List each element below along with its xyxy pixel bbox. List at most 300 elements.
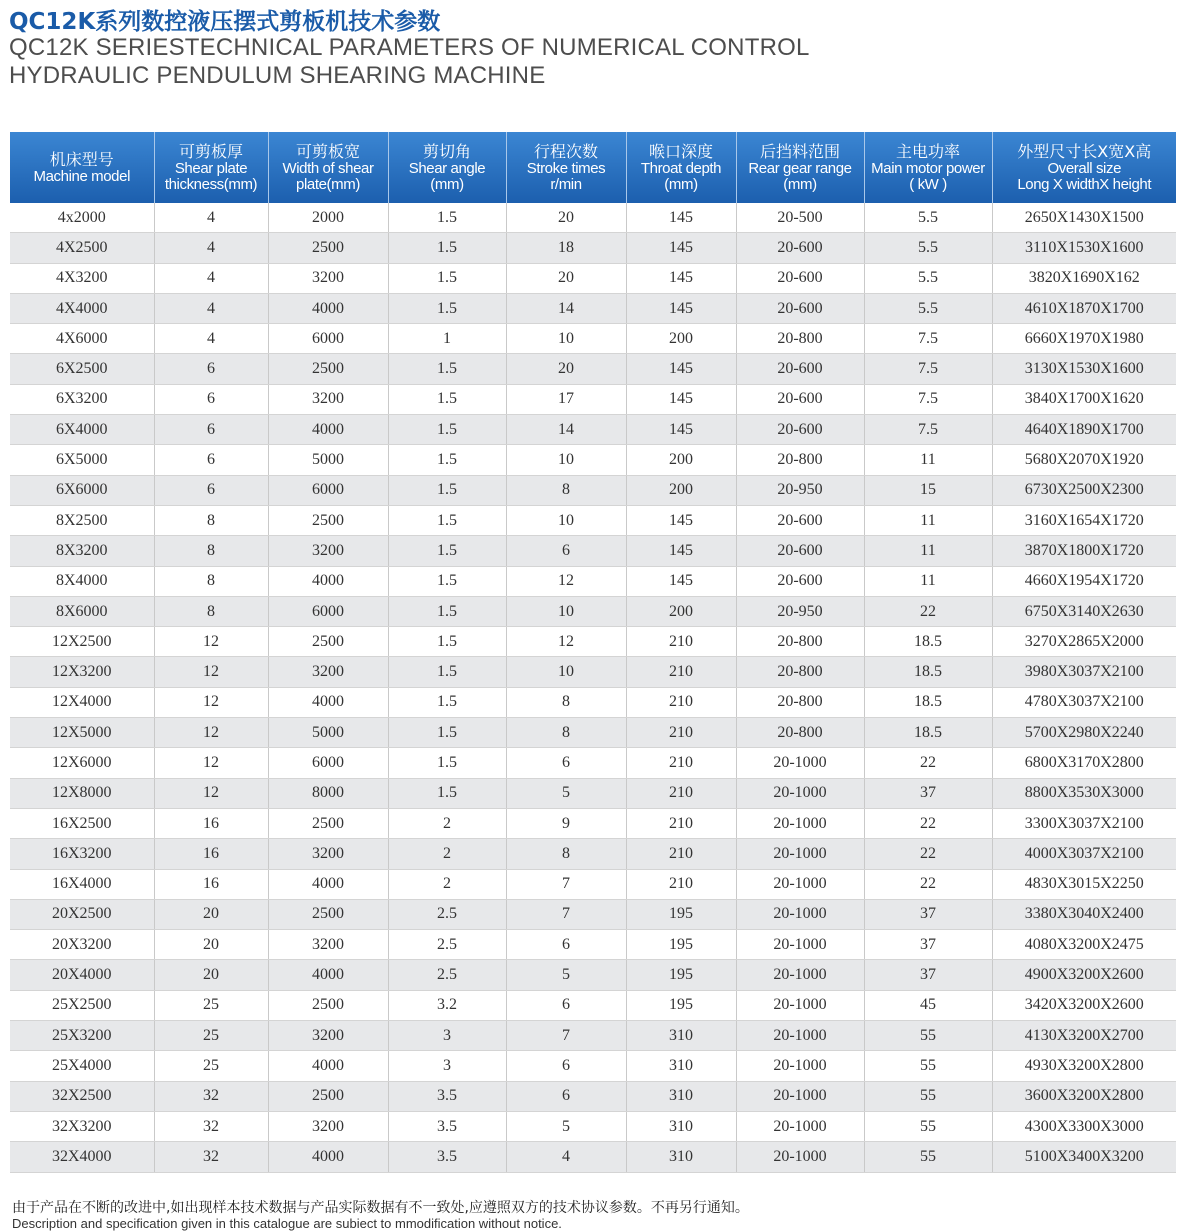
table-cell: 32X4000 [10, 1142, 154, 1172]
footer-note-en: Description and specification given in this catalogue are subiect to mmodification without notice. [12, 1216, 562, 1231]
table-cell: 25 [154, 990, 268, 1020]
table-cell: 32 [154, 1081, 268, 1111]
table-cell: 1.5 [388, 415, 506, 445]
table-row [10, 839, 1176, 869]
table-cell: 145 [626, 203, 736, 233]
table-cell: 3130X1530X1600 [992, 354, 1176, 384]
table-cell: 20-1000 [736, 808, 864, 838]
table-cell: 5.5 [864, 233, 992, 263]
table-cell: 5680X2070X1920 [992, 445, 1176, 475]
table-cell: 17 [506, 384, 626, 414]
table-cell: 310 [626, 1111, 736, 1141]
table-cell: 3820X1690X162 [992, 263, 1176, 293]
table-row [10, 960, 1176, 990]
table-cell: 200 [626, 475, 736, 505]
table-cell: 6000 [268, 324, 388, 354]
table-cell: 210 [626, 778, 736, 808]
table-cell: 4 [154, 324, 268, 354]
table-cell: 4 [154, 263, 268, 293]
table-cell: 20-600 [736, 415, 864, 445]
column-header-en: Shear angle [408, 160, 486, 177]
table-cell: 6000 [268, 596, 388, 626]
table-cell: 5 [506, 960, 626, 990]
table-cell: 3.5 [388, 1111, 506, 1141]
table-cell: 20 [506, 354, 626, 384]
table-cell: 145 [626, 505, 736, 535]
table-cell: 11 [864, 445, 992, 475]
table-row [10, 778, 1176, 808]
table-cell: 6 [506, 1081, 626, 1111]
table-cell: 2500 [268, 1081, 388, 1111]
table-cell: 4 [154, 203, 268, 233]
table-cell: 8 [506, 839, 626, 869]
table-cell: 6730X2500X2300 [992, 475, 1176, 505]
table-cell: 5000 [268, 718, 388, 748]
table-cell: 32X2500 [10, 1081, 154, 1111]
table-cell: 20-1000 [736, 1021, 864, 1051]
table-cell: 210 [626, 687, 736, 717]
table-cell: 6 [154, 475, 268, 505]
table-cell: 3160X1654X1720 [992, 505, 1176, 535]
column-header [506, 132, 626, 203]
table-body [10, 203, 1176, 1172]
table-cell: 20-600 [736, 293, 864, 323]
column-header-cn: 剪切角 [422, 142, 471, 161]
table-cell: 3200 [268, 536, 388, 566]
table-cell: 310 [626, 1021, 736, 1051]
table-cell: 5 [506, 778, 626, 808]
table-cell: 2500 [268, 627, 388, 657]
table-cell: 200 [626, 324, 736, 354]
table-cell: 4x2000 [10, 203, 154, 233]
table-header-row [10, 132, 1176, 203]
table-cell: 5100X3400X3200 [992, 1142, 1176, 1172]
table-cell: 145 [626, 354, 736, 384]
table-cell: 1.5 [388, 505, 506, 535]
table-cell: 32X3200 [10, 1111, 154, 1141]
table-cell: 55 [864, 1081, 992, 1111]
table-cell: 25 [154, 1051, 268, 1081]
table-cell: 2 [388, 839, 506, 869]
table-cell: 4000 [268, 1051, 388, 1081]
table-cell: 210 [626, 808, 736, 838]
table-cell: 20-600 [736, 354, 864, 384]
table-row [10, 384, 1176, 414]
table-cell: 1.5 [388, 596, 506, 626]
table-cell: 12 [154, 748, 268, 778]
table-row [10, 415, 1176, 445]
column-header-en: Throat depth [640, 160, 722, 177]
table-row [10, 718, 1176, 748]
table-cell: 8X6000 [10, 596, 154, 626]
column-header-cn: 行程次数 [533, 142, 598, 161]
table-cell: 3300X3037X2100 [992, 808, 1176, 838]
table-cell: 20-1000 [736, 1111, 864, 1141]
table-cell: 18.5 [864, 718, 992, 748]
table-cell: 2500 [268, 233, 388, 263]
column-header [992, 132, 1176, 203]
table-cell: 6 [506, 1051, 626, 1081]
table-cell: 20-600 [736, 566, 864, 596]
table-cell: 4900X3200X2600 [992, 960, 1176, 990]
column-header-en: Machine model [33, 168, 131, 185]
table-cell: 8 [154, 566, 268, 596]
table-cell: 3200 [268, 839, 388, 869]
table-row [10, 293, 1176, 323]
footer-note-cn: 由于产品在不断的改进中,如出现样本技术数据与产品实际数据有不一致处,应遵照双方的技术协议参数。不再另行通知。 [12, 1200, 749, 1216]
table-cell: 16X2500 [10, 808, 154, 838]
table-cell: 18.5 [864, 687, 992, 717]
page-subtitle-line-2: HYDRAULIC PENDULUM SHEARING MACHINE [9, 62, 546, 89]
column-header-en: Width of shear [282, 160, 374, 177]
table-row [10, 475, 1176, 505]
table-row [10, 990, 1176, 1020]
table-cell: 4660X1954X1720 [992, 566, 1176, 596]
table-cell: 8X3200 [10, 536, 154, 566]
table-cell: 210 [626, 657, 736, 687]
table-cell: 20-800 [736, 687, 864, 717]
table-cell: 16 [154, 839, 268, 869]
table-cell: 3980X3037X2100 [992, 657, 1176, 687]
table-cell: 1.5 [388, 445, 506, 475]
table-cell: 7.5 [864, 415, 992, 445]
table-cell: 3200 [268, 657, 388, 687]
table-row [10, 657, 1176, 687]
table-cell: 3 [388, 1021, 506, 1051]
table-row [10, 899, 1176, 929]
table-cell: 20-1000 [736, 869, 864, 899]
table-cell: 8800X3530X3000 [992, 778, 1176, 808]
table-cell: 1.5 [388, 627, 506, 657]
table-cell: 8 [506, 718, 626, 748]
table-cell: 6800X3170X2800 [992, 748, 1176, 778]
table-cell: 6 [154, 354, 268, 384]
column-header [736, 132, 864, 203]
table-cell: 20 [154, 930, 268, 960]
column-header [268, 132, 388, 203]
table-cell: 7.5 [864, 324, 992, 354]
table-cell: 12X8000 [10, 778, 154, 808]
table-cell: 20X3200 [10, 930, 154, 960]
table-cell: 6 [154, 445, 268, 475]
table-cell: 1.5 [388, 354, 506, 384]
table-cell: 20-800 [736, 718, 864, 748]
page-title: QC12K系列数控液压摆式剪板机技术参数 [9, 9, 441, 35]
table-cell: 8 [154, 505, 268, 535]
column-header [154, 132, 268, 203]
table-row [10, 263, 1176, 293]
table-cell: 1.5 [388, 384, 506, 414]
table-cell: 20-600 [736, 384, 864, 414]
table-cell: 20-800 [736, 657, 864, 687]
table-cell: 11 [864, 505, 992, 535]
table-cell: 6 [506, 536, 626, 566]
column-header-cn: 主电功率 [895, 142, 960, 161]
table-cell: 12X5000 [10, 718, 154, 748]
table-cell: 6X5000 [10, 445, 154, 475]
table-cell: 25X2500 [10, 990, 154, 1020]
table-cell: 16 [154, 869, 268, 899]
table-cell: 210 [626, 748, 736, 778]
column-header-cn: 喉口深度 [648, 142, 713, 161]
table-cell: 20X4000 [10, 960, 154, 990]
table-cell: 310 [626, 1081, 736, 1111]
table-cell: 2000 [268, 203, 388, 233]
table-cell: 195 [626, 990, 736, 1020]
table-cell: 18.5 [864, 627, 992, 657]
table-cell: 1.5 [388, 293, 506, 323]
table-cell: 210 [626, 839, 736, 869]
table-cell: 12X3200 [10, 657, 154, 687]
column-header-en2: ( kW ) [909, 176, 947, 193]
column-header-en2: thickness(mm) [164, 176, 258, 193]
table-cell: 4000 [268, 293, 388, 323]
table-row [10, 869, 1176, 899]
column-header-en2: (mm) [783, 176, 817, 193]
table-cell: 14 [506, 293, 626, 323]
table-cell: 200 [626, 596, 736, 626]
table-row [10, 748, 1176, 778]
table-row [10, 354, 1176, 384]
table-cell: 3200 [268, 263, 388, 293]
table-cell: 16 [154, 808, 268, 838]
table-cell: 1.5 [388, 566, 506, 596]
table-cell: 6X6000 [10, 475, 154, 505]
table-cell: 4000 [268, 687, 388, 717]
table-cell: 4X3200 [10, 263, 154, 293]
table-cell: 16X3200 [10, 839, 154, 869]
table-cell: 20-950 [736, 596, 864, 626]
table-cell: 3270X2865X2000 [992, 627, 1176, 657]
table-cell: 20-1000 [736, 748, 864, 778]
table-cell: 6X4000 [10, 415, 154, 445]
table-cell: 6 [506, 748, 626, 778]
table-cell: 11 [864, 566, 992, 596]
table-cell: 8 [506, 687, 626, 717]
table-cell: 5000 [268, 445, 388, 475]
table-cell: 7.5 [864, 384, 992, 414]
table-cell: 12 [154, 627, 268, 657]
table-cell: 4X2500 [10, 233, 154, 263]
table-row [10, 687, 1176, 717]
column-header [10, 132, 154, 203]
table-cell: 55 [864, 1021, 992, 1051]
table-cell: 11 [864, 536, 992, 566]
column-header-en2: (mm) [430, 176, 464, 193]
table-cell: 3380X3040X2400 [992, 899, 1176, 929]
table-cell: 1.5 [388, 233, 506, 263]
table-cell: 12 [154, 778, 268, 808]
column-header-en: Rear gear range [748, 160, 852, 177]
table-cell: 14 [506, 415, 626, 445]
table-cell: 145 [626, 415, 736, 445]
table-cell: 1.5 [388, 203, 506, 233]
table-cell: 37 [864, 778, 992, 808]
table-cell: 22 [864, 808, 992, 838]
table-cell: 25 [154, 1021, 268, 1051]
table-cell: 20 [154, 960, 268, 990]
table-cell: 1 [388, 324, 506, 354]
table-row [10, 1021, 1176, 1051]
table-cell: 15 [864, 475, 992, 505]
table-cell: 3840X1700X1620 [992, 384, 1176, 414]
table-cell: 6X2500 [10, 354, 154, 384]
column-header-en2: Long X widthX height [1017, 176, 1152, 193]
table-cell: 4X4000 [10, 293, 154, 323]
table-cell: 12 [154, 718, 268, 748]
table-cell: 55 [864, 1111, 992, 1141]
table-cell: 37 [864, 899, 992, 929]
table-cell: 195 [626, 930, 736, 960]
table-cell: 4000 [268, 960, 388, 990]
table-cell: 12 [506, 627, 626, 657]
table-cell: 20-1000 [736, 1142, 864, 1172]
column-header [626, 132, 736, 203]
table-cell: 3.5 [388, 1142, 506, 1172]
table-cell: 2650X1430X1500 [992, 203, 1176, 233]
table-cell: 2.5 [388, 960, 506, 990]
table-row [10, 1081, 1176, 1111]
page-subtitle-line-1: QC12K SERIESTECHNICAL PARAMETERS OF NUMERICAL CONTROL [9, 34, 810, 61]
table-cell: 20-1000 [736, 839, 864, 869]
table-cell: 200 [626, 445, 736, 475]
table-cell: 32 [154, 1142, 268, 1172]
table-cell: 20-600 [736, 233, 864, 263]
table-cell: 45 [864, 990, 992, 1020]
table-cell: 4780X3037X2100 [992, 687, 1176, 717]
table-cell: 1.5 [388, 536, 506, 566]
table-cell: 32 [154, 1111, 268, 1141]
table-row [10, 536, 1176, 566]
table-cell: 4 [154, 233, 268, 263]
table-cell: 20-800 [736, 627, 864, 657]
table-cell: 145 [626, 263, 736, 293]
table-cell: 4000X3037X2100 [992, 839, 1176, 869]
table-cell: 20 [506, 263, 626, 293]
table-row [10, 233, 1176, 263]
table-cell: 2500 [268, 990, 388, 1020]
column-header [388, 132, 506, 203]
table-cell: 10 [506, 596, 626, 626]
column-header-en: Shear plate [174, 160, 248, 177]
table-row [10, 1111, 1176, 1141]
table-cell: 3200 [268, 930, 388, 960]
table-cell: 5700X2980X2240 [992, 718, 1176, 748]
table-cell: 2500 [268, 899, 388, 929]
table-cell: 6X3200 [10, 384, 154, 414]
table-cell: 12X2500 [10, 627, 154, 657]
table-cell: 25X3200 [10, 1021, 154, 1051]
table-cell: 2500 [268, 505, 388, 535]
table-cell: 20-1000 [736, 990, 864, 1020]
table-cell: 210 [626, 869, 736, 899]
table-cell: 7 [506, 869, 626, 899]
table-cell: 37 [864, 930, 992, 960]
table-cell: 55 [864, 1142, 992, 1172]
table-cell: 25X4000 [10, 1051, 154, 1081]
table-cell: 6000 [268, 748, 388, 778]
table-cell: 20 [154, 899, 268, 929]
table-cell: 22 [864, 748, 992, 778]
table-cell: 4 [154, 293, 268, 323]
table-cell: 12 [154, 687, 268, 717]
table-cell: 195 [626, 899, 736, 929]
table-cell: 22 [864, 869, 992, 899]
table-row [10, 505, 1176, 535]
table-cell: 4130X3200X2700 [992, 1021, 1176, 1051]
table-cell: 20-500 [736, 203, 864, 233]
table-row [10, 203, 1176, 233]
table-cell: 8 [506, 475, 626, 505]
table-cell: 5.5 [864, 203, 992, 233]
table-cell: 195 [626, 960, 736, 990]
column-header-en2: r/min [550, 176, 582, 193]
table-cell: 18 [506, 233, 626, 263]
table-cell: 37 [864, 960, 992, 990]
table-cell: 145 [626, 293, 736, 323]
table-cell: 3110X1530X1600 [992, 233, 1176, 263]
table-cell: 4X6000 [10, 324, 154, 354]
table-cell: 20X2500 [10, 899, 154, 929]
table-cell: 3 [388, 1051, 506, 1081]
table-cell: 2.5 [388, 930, 506, 960]
table-cell: 5.5 [864, 293, 992, 323]
table-cell: 18.5 [864, 657, 992, 687]
table-cell: 3.2 [388, 990, 506, 1020]
table-cell: 3870X1800X1720 [992, 536, 1176, 566]
table-cell: 5.5 [864, 263, 992, 293]
table-cell: 4000 [268, 566, 388, 596]
table-cell: 10 [506, 505, 626, 535]
column-header-en: Overall size [1047, 160, 1122, 177]
table-cell: 8 [154, 596, 268, 626]
table-cell: 1.5 [388, 748, 506, 778]
table-cell: 210 [626, 627, 736, 657]
table-cell: 6 [506, 930, 626, 960]
table-cell: 3600X3200X2800 [992, 1081, 1176, 1111]
table-cell: 2 [388, 869, 506, 899]
table-cell: 7.5 [864, 354, 992, 384]
table-cell: 7 [506, 1021, 626, 1051]
table-cell: 1.5 [388, 718, 506, 748]
table-cell: 9 [506, 808, 626, 838]
table-cell: 6 [506, 990, 626, 1020]
table-cell: 6000 [268, 475, 388, 505]
table-cell: 8000 [268, 778, 388, 808]
table-row [10, 1142, 1176, 1172]
table-cell: 1.5 [388, 263, 506, 293]
table-cell: 3200 [268, 1021, 388, 1051]
table-cell: 7 [506, 899, 626, 929]
table-cell: 1.5 [388, 687, 506, 717]
table-cell: 1.5 [388, 657, 506, 687]
table-row [10, 627, 1176, 657]
table-cell: 4000 [268, 869, 388, 899]
column-header-en: Stroke times [526, 160, 606, 177]
table-cell: 20-1000 [736, 1051, 864, 1081]
table-cell: 310 [626, 1142, 736, 1172]
table-cell: 4930X3200X2800 [992, 1051, 1176, 1081]
table-cell: 20-800 [736, 445, 864, 475]
column-header-cn: 后挡料范围 [759, 142, 840, 161]
table-cell: 6750X3140X2630 [992, 596, 1176, 626]
table-cell: 4080X3200X2475 [992, 930, 1176, 960]
table-cell: 2 [388, 808, 506, 838]
column-header-en2: (mm) [664, 176, 698, 193]
table-cell: 8 [154, 536, 268, 566]
table-cell: 3420X3200X2600 [992, 990, 1176, 1020]
table-cell: 22 [864, 839, 992, 869]
